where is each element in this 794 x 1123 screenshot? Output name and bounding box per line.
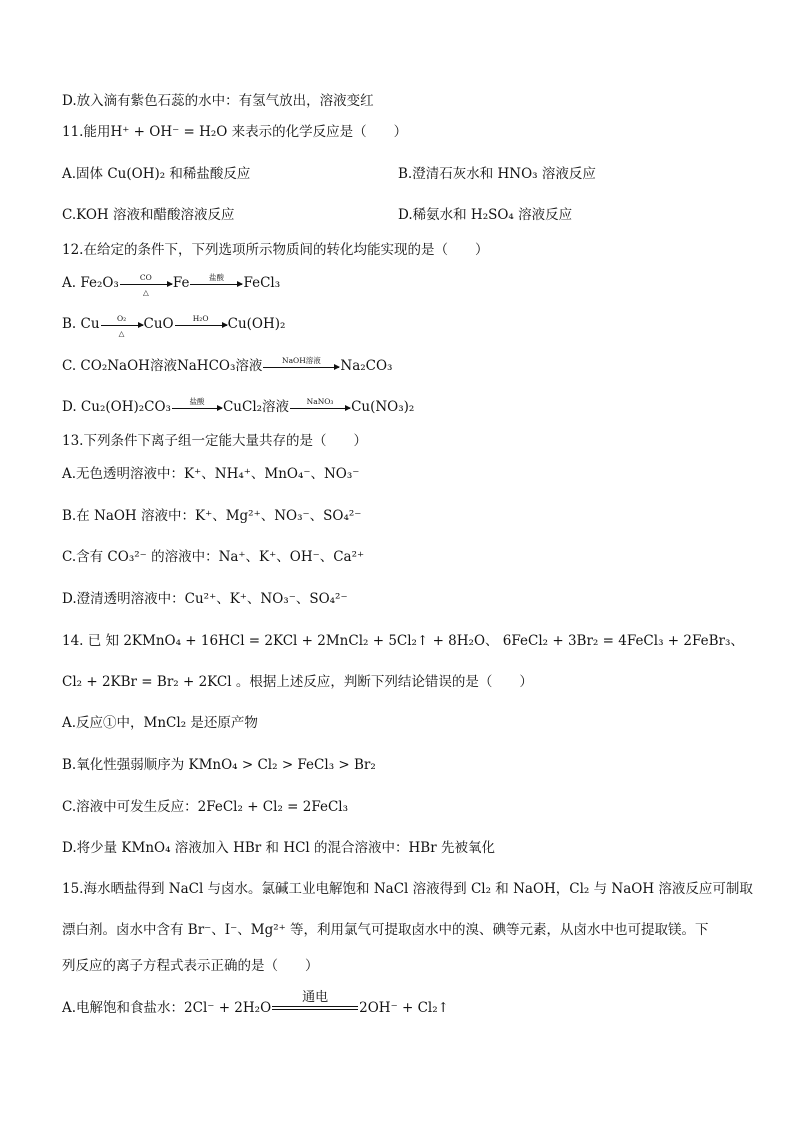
- formula-text: Cu(OH)₂: [227, 316, 286, 332]
- formula-text: A.电解饱和食盐水：2Cl⁻ + 2H₂O: [62, 1000, 272, 1016]
- question-15-option-a: [62, 990, 449, 1018]
- question-15-stem-line2: 漂白剂。卤水中含有 Br⁻、I⁻、Mg²⁺ 等，利用氯气可提取卤水中的溴、碘等元素，从卤水中也可提取镁。下: [62, 922, 709, 938]
- question-13-option-a: A.无色透明溶液中：K⁺、NH₄⁺、MnO₄⁻、NO₃⁻: [62, 466, 360, 482]
- question-15-stem-line3: 列反应的离子方程式表示正确的是（ ）: [62, 958, 319, 974]
- formula-text: Fe: [172, 275, 190, 291]
- arrow-condition: △: [118, 328, 125, 338]
- question-13-option-b: B.在 NaOH 溶液中：K⁺、Mg²⁺、NO₃⁻、SO₄²⁻: [62, 508, 362, 524]
- question-11-option-d: D.稀氨水和 H₂SO₄ 溶液反应: [398, 207, 573, 223]
- formula-text: B. Cu: [62, 316, 100, 332]
- reaction-arrow: [263, 355, 339, 368]
- question-13-option-d: D.澄清透明溶液中：Cu²⁺、K⁺、NO₃⁻、SO₄²⁻: [62, 591, 348, 607]
- question-11-option-b: B.澄清石灰水和 HNO₃ 溶液反应: [398, 166, 596, 182]
- question-14-option-d: D.将少量 KMnO₄ 溶液加入 HBr 和 HCl 的混合溶液中：HBr 先被氧化: [62, 840, 495, 856]
- reaction-arrow: [120, 272, 172, 297]
- question-15-stem-line1: 15.海水晒盐得到 NaCl 与卤水。氯碱工业电解饱和 NaCl 溶液得到 Cl₂ 和 NaOH，Cl₂ 与 NaOH 溶液反应可制取: [62, 881, 753, 897]
- question-13-option-c: C.含有 CO₃²⁻ 的溶液中：Na⁺、K⁺、OH⁻、Ca²⁺: [62, 549, 365, 565]
- option-d-prev: D.放入滴有紫色石蕊的水中：有氢气放出，溶液变红: [62, 93, 374, 109]
- arrow-condition: 盐酸: [189, 396, 205, 406]
- arrow-condition: O₂: [116, 313, 127, 323]
- reaction-arrow: [172, 396, 222, 409]
- question-14-option-a: A.反应①中，MnCl₂ 是还原产物: [62, 715, 258, 731]
- arrow-condition: 通电: [302, 990, 329, 1005]
- question-11-option-c: C.KOH 溶液和醋酸溶液反应: [62, 207, 235, 223]
- question-12-stem: 12.在给定的条件下，下列选项所示物质间的转化均能实现的是（ ）: [62, 242, 489, 258]
- electrolysis-equals-sign: [272, 990, 358, 1010]
- question-14-option-c: C.溶液中可发生反应：2FeCl₂ + Cl₂ = 2FeCl₃: [62, 799, 349, 815]
- arrow-condition: 盐酸: [208, 272, 224, 282]
- formula-text: 2OH⁻ + Cl₂↑: [359, 1000, 449, 1016]
- formula-text: Na₂CO₃: [340, 358, 393, 374]
- arrow-condition: NaOH溶液: [282, 355, 321, 365]
- reaction-arrow: [101, 313, 143, 338]
- arrow-condition: H₂O: [192, 313, 209, 323]
- question-14-stem-line1: 14. 已 知 2KMnO₄ + 16HCl = 2KCl + 2MnCl₂ + 5Cl₂↑ + 8H₂O、 6FeCl₂ + 3Br₂ = 4FeCl₃ + 2FeBr₃、: [62, 633, 744, 649]
- formula-text: C. CO₂NaOH溶液NaHCO₃溶液: [62, 358, 263, 374]
- formula-text: CuO: [143, 316, 174, 332]
- question-12-option-b: [62, 313, 286, 338]
- arrow-condition: NaNO₃: [306, 396, 334, 406]
- question-12-option-c: [62, 356, 392, 376]
- reaction-arrow: [290, 396, 350, 409]
- question-11-option-a: A.固体 Cu(OH)₂ 和稀盐酸反应: [62, 166, 251, 182]
- formula-text: Cu(NO₃)₂: [351, 399, 415, 415]
- question-12-option-a: [62, 272, 281, 297]
- formula-text: FeCl₃: [243, 275, 281, 291]
- reaction-arrow: [190, 272, 242, 285]
- question-12-option-d: [62, 397, 414, 417]
- reaction-arrow: [175, 313, 227, 326]
- formula-text: CuCl₂溶液: [222, 399, 290, 415]
- question-11-stem: 11.能用H⁺ + OH⁻ = H₂O 来表示的化学反应是（ ）: [62, 124, 408, 140]
- formula-text: D. Cu₂(OH)₂CO₃: [62, 399, 171, 415]
- arrow-condition: CO: [139, 272, 152, 282]
- question-14-option-b: B.氧化性强弱顺序为 KMnO₄ > Cl₂ > FeCl₃ > Br₂: [62, 757, 376, 773]
- formula-text: A. Fe₂O₃: [62, 275, 119, 291]
- question-14-stem-line2: Cl₂ + 2KBr = Br₂ + 2KCl 。根据上述反应，判断下列结论错误的是（ ）: [62, 674, 533, 690]
- arrow-condition: △: [142, 287, 149, 297]
- question-13-stem: 13.下列条件下离子组一定能大量共存的是（ ）: [62, 433, 367, 449]
